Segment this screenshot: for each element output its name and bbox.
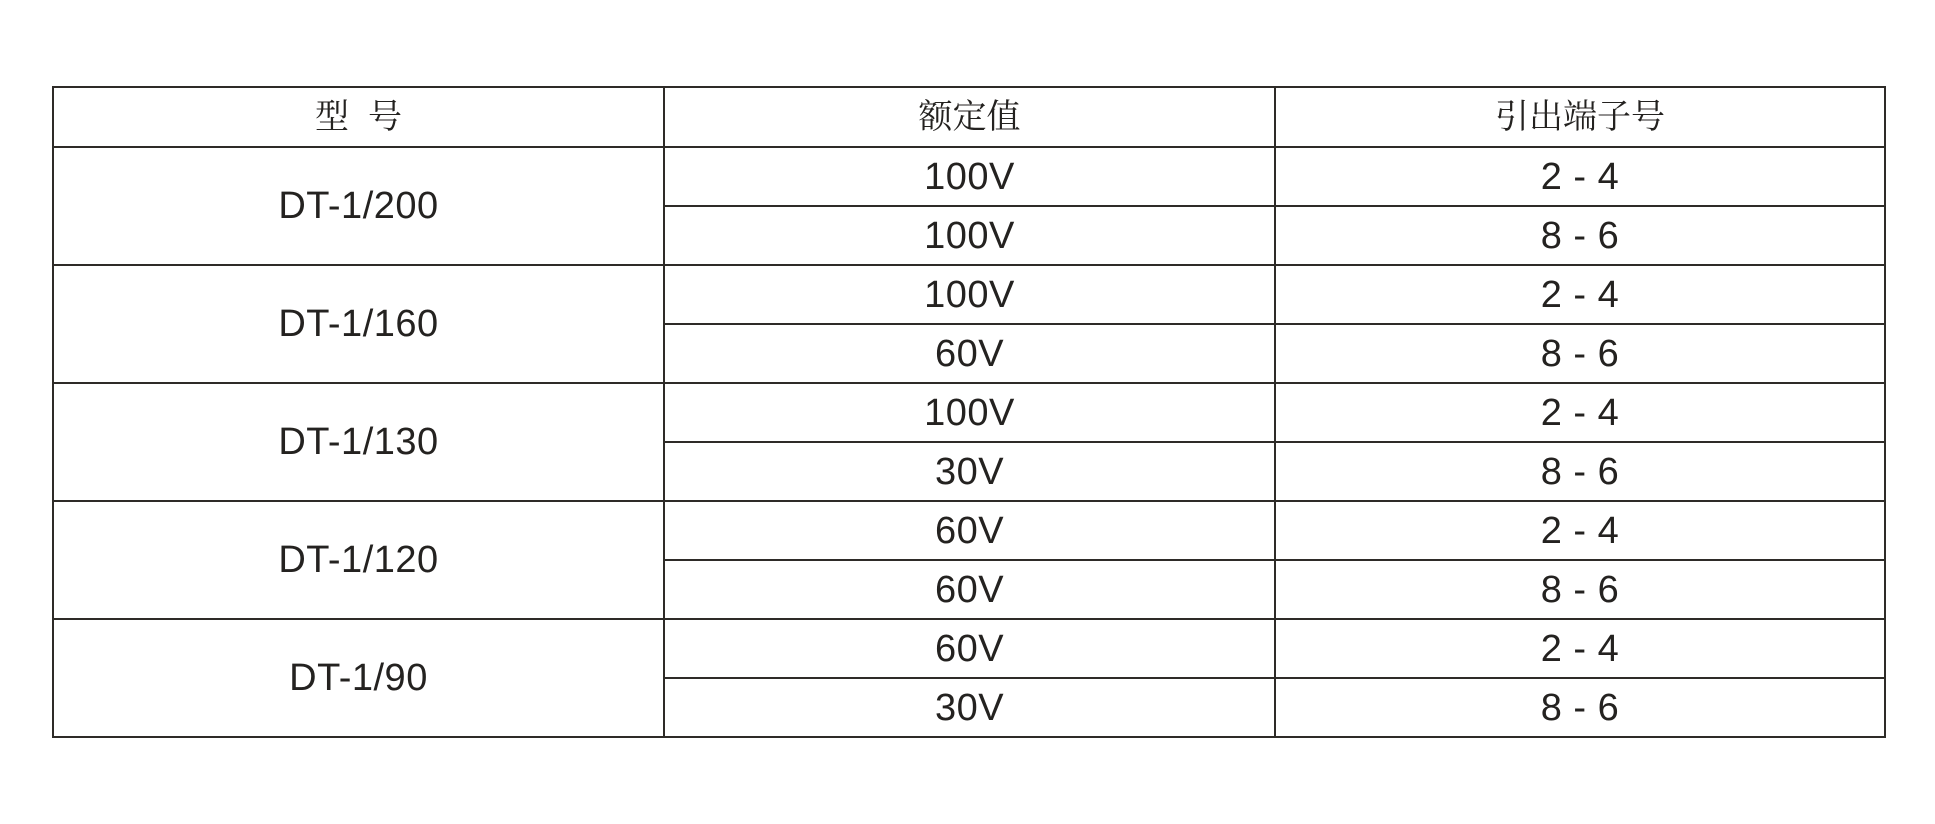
- header-row: [53, 87, 1885, 147]
- terminal-cell: 8 - 6: [1275, 560, 1885, 619]
- spec-table: [52, 86, 1886, 738]
- model-cell: DT-1/90: [53, 619, 664, 737]
- rated-value-cell: 60V: [664, 501, 1275, 560]
- header-model: 型 号: [53, 87, 664, 147]
- table-row: [53, 147, 1885, 206]
- terminal-cell: 2 - 4: [1275, 265, 1885, 324]
- terminal-cell: 8 - 6: [1275, 678, 1885, 737]
- model-cell: DT-1/200: [53, 147, 664, 265]
- terminal-cell: 2 - 4: [1275, 383, 1885, 442]
- table-row: [53, 501, 1885, 560]
- terminal-cell: 8 - 6: [1275, 324, 1885, 383]
- model-cell: DT-1/120: [53, 501, 664, 619]
- model-cell: DT-1/130: [53, 383, 664, 501]
- header-terminal-number: 引出端子号: [1275, 87, 1885, 147]
- table-row: [53, 265, 1885, 324]
- rated-value-cell: 100V: [664, 265, 1275, 324]
- rated-value-cell: 30V: [664, 442, 1275, 501]
- rated-value-cell: 60V: [664, 560, 1275, 619]
- terminal-cell: 2 - 4: [1275, 501, 1885, 560]
- terminal-cell: 8 - 6: [1275, 442, 1885, 501]
- terminal-cell: 8 - 6: [1275, 206, 1885, 265]
- rated-value-cell: 100V: [664, 383, 1275, 442]
- header-rated-value: 额定值: [664, 87, 1275, 147]
- table-row: [53, 619, 1885, 678]
- rated-value-cell: 30V: [664, 678, 1275, 737]
- rated-value-cell: 60V: [664, 324, 1275, 383]
- terminal-cell: 2 - 4: [1275, 147, 1885, 206]
- table-row: [53, 383, 1885, 442]
- rated-value-cell: 60V: [664, 619, 1275, 678]
- terminal-cell: 2 - 4: [1275, 619, 1885, 678]
- rated-value-cell: 100V: [664, 206, 1275, 265]
- rated-value-cell: 100V: [664, 147, 1275, 206]
- model-cell: DT-1/160: [53, 265, 664, 383]
